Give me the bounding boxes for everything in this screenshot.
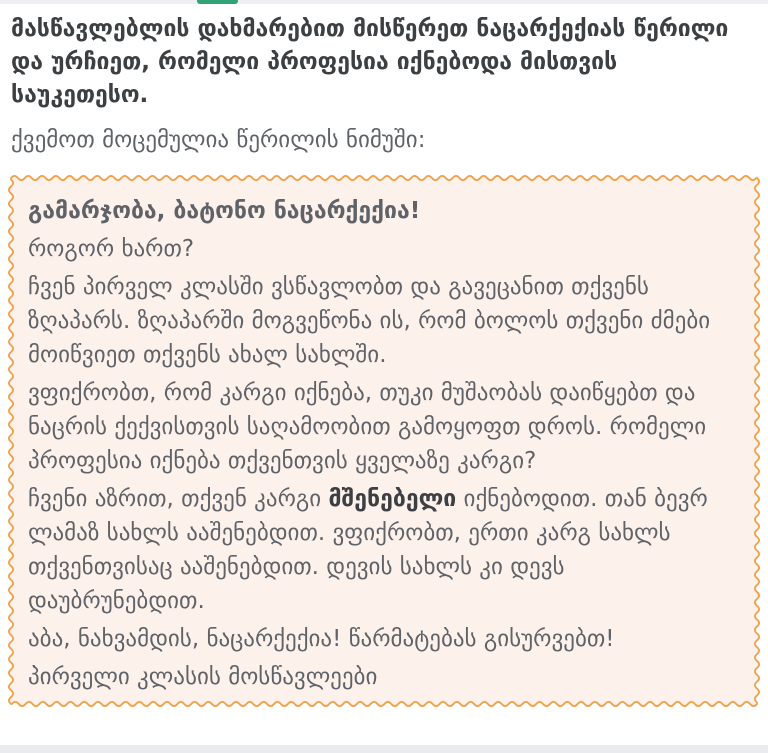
- letter-paragraph-intro: ჩვენ პირველ კლასში ვსწავლობთ და გავეცანით თქვენს ზღაპარს. ზღაპარში მოგვეწონა ის, რომ ბოლოს თქვენი ძმები მოიწვიეთ თქვენს ახალ სახლში.: [28, 274, 711, 368]
- letter-card: [8, 175, 760, 707]
- profession-highlight: მშენებელი: [328, 486, 457, 512]
- task-content: [0, 4, 768, 707]
- progress-indicator: [197, 0, 238, 4]
- footer-strip: [0, 745, 768, 753]
- task-instruction: მასწავლებლის დახმარებით მისწერეთ ნაცარქექიას წერილი და ურჩიეთ, რომელი პროფესია იქნებოდა მისთვის საუკეთესო.: [11, 16, 729, 108]
- letter-question: როგორ ხართ?: [28, 236, 195, 262]
- letter-farewell: აბა, ნახვამდის, ნაცარქექია! წარმატებას გისურვებთ!: [28, 626, 615, 652]
- letter-paragraph-profession: [28, 482, 738, 618]
- letter-greeting: გამარჯობა, ბატონო ნაცარქექია!: [28, 198, 421, 224]
- letter-signature: პირველი კლასის მოსწავლეები: [28, 664, 378, 690]
- letter-text-after: იქნებოდით. თან ბევრ ლამაზ სახლს ააშენებდით. ვფიქრობთ, ერთი კარგ სახლს თქვენთვისაც ააშენებდით. დევის სახლს კი დევს დაუბრუნებდით.: [28, 486, 708, 614]
- progress-track: [0, 0, 768, 4]
- letter-body: [8, 175, 760, 707]
- letter-text-before: ჩვენი აზრით, თქვენ კარგი: [28, 486, 329, 512]
- letter-paragraph-advice: ვფიქრობთ, რომ კარგი იქნება, თუკი მუშაობას დაიწყებთ და ნაცრის ქექვისთვის საღამოობით გამოყოფთ დროს. რომელი პროფესია იქნება თქვენთვის ყველაზე კარგი?: [28, 380, 707, 474]
- sample-intro: ქვემოთ მოცემულია წერილის ნიმუში:: [11, 127, 426, 153]
